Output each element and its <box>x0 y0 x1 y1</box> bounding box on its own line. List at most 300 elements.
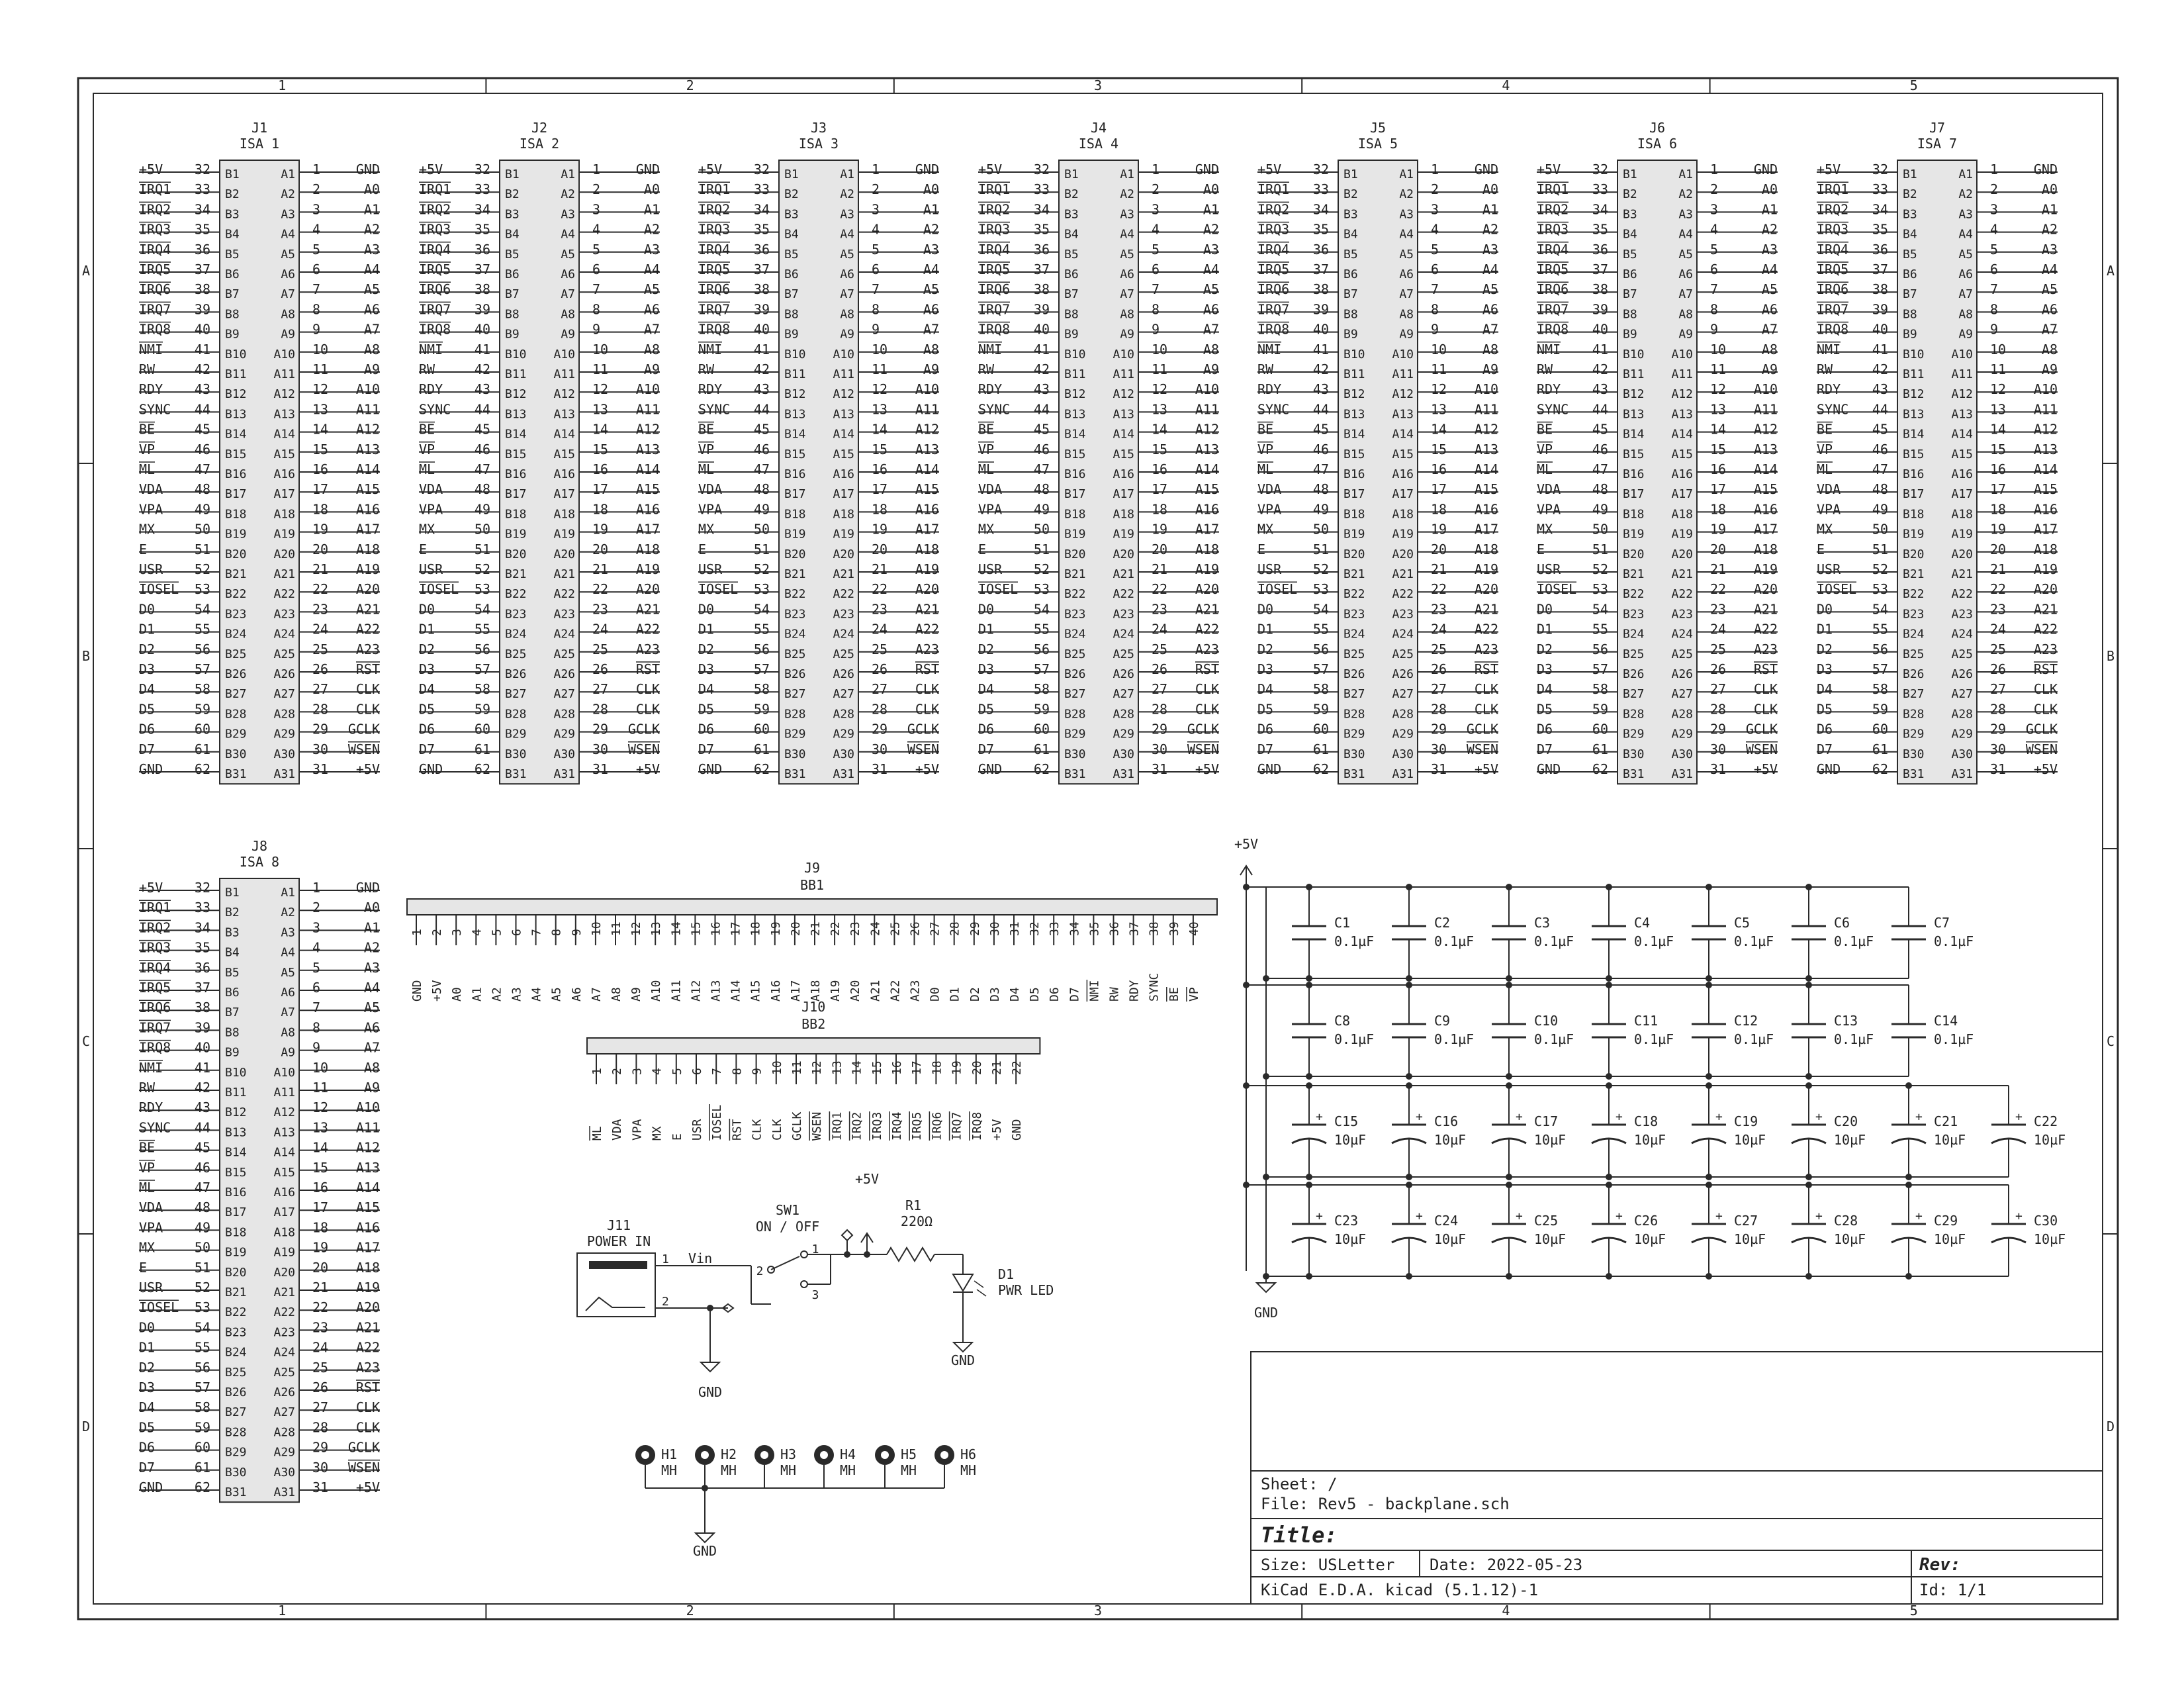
a-pin-id: A13 <box>273 407 295 422</box>
ceramic-capacitor <box>1692 884 1774 982</box>
b-signal-name: VDA <box>978 481 1003 498</box>
b-pin-id: B30 <box>505 747 527 761</box>
a-pin-number: 23 <box>312 601 329 618</box>
junction-dot <box>1506 1273 1512 1280</box>
b-pin-number: 43 <box>474 381 490 398</box>
a-pin-number: 3 <box>1990 201 1999 218</box>
a-signal-name: A18 <box>1753 541 1778 557</box>
pin-number: 18 <box>749 921 763 936</box>
cap-ref: C12 <box>1734 1013 1758 1029</box>
b-pin-number: 59 <box>1033 701 1050 718</box>
polarity-plus: + <box>1416 1209 1423 1223</box>
b-pin-number: 57 <box>1312 661 1329 677</box>
a-pin-number: 11 <box>312 361 329 377</box>
ceramic-capacitor <box>1692 982 1774 1080</box>
b-signal-name: D3 <box>698 661 715 677</box>
gnd-symbol <box>701 1350 719 1372</box>
a-pin-number: 29 <box>1152 721 1168 737</box>
a-pin-id: A18 <box>273 1225 295 1240</box>
b-pin-id: B23 <box>225 1325 247 1340</box>
a-pin-number: 5 <box>1990 241 1999 258</box>
a-pin-number: 11 <box>312 1080 329 1096</box>
b-signal-name: IRQ7 <box>1817 301 1849 318</box>
a-pin-id: A24 <box>273 1345 295 1360</box>
b-pin-id: B25 <box>1064 647 1086 661</box>
b-pin-number: 44 <box>1592 401 1608 418</box>
b-pin-id: B5 <box>505 247 520 261</box>
pin-number: 26 <box>908 921 923 936</box>
a-pin-number: 15 <box>312 441 329 457</box>
a-pin-number: 9 <box>592 321 601 338</box>
b-signal-name: D4 <box>1537 681 1553 698</box>
a-pin-id: A26 <box>1671 667 1693 681</box>
junction-dot <box>844 1251 850 1258</box>
a-pin-id: A4 <box>840 227 854 242</box>
a-pin-id: A14 <box>1392 427 1414 442</box>
a-signal-name: +5V <box>1474 761 1498 777</box>
cap-value: 0.1µF <box>1834 933 1874 949</box>
b-pin-id: B14 <box>225 1145 247 1160</box>
b-signal-name: VP <box>978 441 995 457</box>
a-pin-number: 7 <box>1431 281 1439 298</box>
a-pin-id: A13 <box>1392 407 1414 422</box>
b-pin-id: B3 <box>1903 207 1917 222</box>
a-signal-name: A3 <box>363 959 380 976</box>
a-pin-number: 30 <box>312 1459 329 1476</box>
a-pin-id: A19 <box>553 527 575 541</box>
b-pin-number: 40 <box>1033 321 1050 338</box>
b-pin-id: B18 <box>1343 507 1365 522</box>
b-signal-name: GND <box>1817 761 1841 777</box>
b-pin-number: 41 <box>194 1059 210 1076</box>
a-pin-id: A25 <box>273 647 295 661</box>
a-pin-id: A1 <box>281 886 295 900</box>
junction-dot <box>1606 1182 1612 1188</box>
pin-signal: IRQ8 <box>970 1111 984 1141</box>
b-signal-name: D0 <box>1257 601 1274 618</box>
pin-signal: A13 <box>709 980 723 1002</box>
pin-signal: GND <box>1010 1119 1024 1141</box>
a-pin-number: 23 <box>592 601 609 618</box>
b-pin-id: B26 <box>784 667 806 681</box>
b-signal-name: IRQ7 <box>978 301 1011 318</box>
cap-ref: C14 <box>1934 1013 1958 1029</box>
b-pin-id: B17 <box>225 487 247 502</box>
cap-value: 10µF <box>1534 1231 1567 1247</box>
pin-number: 7 <box>529 929 544 936</box>
b-pin-number: 54 <box>1312 601 1329 618</box>
polarity-plus: + <box>1615 1209 1623 1223</box>
a-pin-id: A7 <box>561 287 575 302</box>
a-pin-number: 23 <box>1152 601 1168 618</box>
a-signal-name: RST <box>355 661 380 677</box>
a-pin-id: A18 <box>273 507 295 522</box>
a-signal-name: A0 <box>1203 181 1219 198</box>
b-pin-number: 43 <box>1872 381 1888 398</box>
polarity-plus: + <box>1815 1110 1823 1124</box>
pin-signal: A4 <box>529 987 544 1002</box>
b-pin-id: B23 <box>1623 607 1645 622</box>
a-pin-number: 25 <box>872 641 888 657</box>
a-signal-name: GCLK <box>1187 721 1219 737</box>
b-pin-number: 51 <box>1872 541 1888 557</box>
a-signal-name: RST <box>355 1380 380 1395</box>
a-pin-id: A6 <box>281 986 295 1000</box>
a-signal-name: A3 <box>643 241 660 258</box>
pin-number: 20 <box>970 1060 984 1075</box>
b-pin-id: B6 <box>225 986 240 1000</box>
a-pin-id: A10 <box>1951 347 1973 361</box>
a-pin-number: 11 <box>872 361 888 377</box>
a-pin-id: A3 <box>840 207 854 222</box>
a-pin-number: 3 <box>872 201 880 218</box>
power-input-circuit <box>577 1171 1054 1400</box>
junction-dot <box>1243 884 1250 890</box>
b-pin-id: B5 <box>1903 247 1917 261</box>
b-pin-id: B22 <box>1343 587 1365 602</box>
polarity-plus: + <box>1715 1110 1723 1124</box>
b-pin-number: 50 <box>1033 521 1050 538</box>
connector-ref: J3 <box>810 120 827 136</box>
b-pin-number: 56 <box>1033 641 1050 657</box>
pin-signal: NMI <box>1087 980 1102 1002</box>
b-signal-name: IRQ6 <box>698 281 731 298</box>
b-pin-id: B10 <box>784 347 806 361</box>
b-pin-number: 59 <box>1592 701 1608 718</box>
a-pin-number: 14 <box>312 1139 329 1156</box>
b-pin-id: B29 <box>225 727 247 741</box>
a-signal-name: A8 <box>643 341 660 357</box>
a-signal-name: A14 <box>915 461 939 477</box>
a-pin-number: 28 <box>872 701 888 718</box>
connector-value: ISA 3 <box>798 136 839 152</box>
b-pin-number: 33 <box>1312 181 1329 198</box>
b-pin-number: 46 <box>1592 441 1608 457</box>
b-pin-id: B19 <box>505 527 527 541</box>
a-signal-name: A22 <box>1195 621 1219 637</box>
a-pin-number: 18 <box>1710 501 1727 518</box>
a-pin-id: A27 <box>273 687 295 702</box>
junction-dot <box>1306 884 1312 890</box>
b-pin-id: B20 <box>1064 547 1086 561</box>
b-signal-name: IOSEL <box>698 581 739 598</box>
a-signal-name: A19 <box>1195 561 1219 577</box>
b-pin-number: 49 <box>474 501 490 518</box>
a-pin-number: 13 <box>1152 401 1168 418</box>
a-pin-number: 21 <box>312 1280 329 1295</box>
a-signal-name: A11 <box>355 1119 380 1136</box>
a-pin-number: 30 <box>1710 741 1727 757</box>
b-pin-id: B10 <box>225 1065 247 1080</box>
a-signal-name: A0 <box>643 181 660 198</box>
a-pin-number: 6 <box>1431 261 1439 277</box>
a-pin-id: A16 <box>1951 467 1973 481</box>
a-signal-name: A19 <box>355 1280 380 1295</box>
a-pin-number: 21 <box>592 561 609 577</box>
b-signal-name: D5 <box>419 701 435 718</box>
b-pin-number: 45 <box>1592 421 1608 438</box>
cap-value: 0.1µF <box>1734 1031 1774 1047</box>
cap-ref: C15 <box>1334 1113 1359 1129</box>
a-signal-name: A21 <box>1753 601 1778 618</box>
b-signal-name: VP <box>1817 441 1833 457</box>
a-pin-number: 17 <box>872 481 888 498</box>
pin-number: 3 <box>450 929 465 936</box>
a-pin-number: 7 <box>312 1000 321 1016</box>
b-pin-id: B31 <box>1064 767 1086 781</box>
polarity-plus: + <box>1915 1110 1923 1124</box>
pin-signal: A5 <box>549 987 564 1002</box>
b-signal-name: D5 <box>1537 701 1553 718</box>
b-signal-name: IRQ5 <box>419 261 451 277</box>
b-pin-id: B26 <box>1064 667 1086 681</box>
a-pin-number: 29 <box>312 721 329 737</box>
b-signal-name: D0 <box>1537 601 1553 618</box>
a-pin-number: 18 <box>1990 501 2007 518</box>
b-pin-id: B2 <box>505 187 520 202</box>
a-pin-id: A18 <box>833 507 854 522</box>
b-signal-name: D0 <box>139 1319 156 1336</box>
a-pin-number: 26 <box>1431 661 1447 677</box>
a-pin-number: 26 <box>312 1380 329 1395</box>
cap-ref: C3 <box>1534 915 1551 931</box>
column-label-top: 4 <box>1502 77 1510 93</box>
b-signal-name: ML <box>1817 461 1833 477</box>
pin-number: 18 <box>930 1060 944 1075</box>
a-signal-name: A7 <box>643 321 660 338</box>
a-pin-id: A26 <box>273 1385 295 1399</box>
a-pin-number: 5 <box>872 241 880 258</box>
a-pin-number: 18 <box>1152 501 1168 518</box>
b-signal-name: IRQ5 <box>1817 261 1849 277</box>
a-pin-number: 14 <box>312 421 329 438</box>
a-pin-id: A14 <box>273 1145 295 1160</box>
pin-number: 7 <box>710 1068 725 1075</box>
a-pin-id: A24 <box>1392 627 1414 641</box>
a-signal-name: A10 <box>1753 381 1778 398</box>
pin-number: 14 <box>850 1060 864 1075</box>
b-pin-number: 39 <box>1033 301 1050 318</box>
a-signal-name: A10 <box>355 1100 380 1116</box>
b-pin-id: B7 <box>1064 287 1079 302</box>
b-pin-number: 61 <box>1872 741 1888 757</box>
a-signal-name: A1 <box>363 919 380 936</box>
a-signal-name: A22 <box>635 621 660 637</box>
a-pin-id: A9 <box>281 327 295 342</box>
a-pin-number: 11 <box>592 361 609 377</box>
pin-signal: A21 <box>868 980 883 1002</box>
b-signal-name: IRQ8 <box>1817 321 1849 338</box>
b-pin-id: B4 <box>1064 227 1079 242</box>
a-pin-id: A14 <box>553 427 575 442</box>
a-signal-name: A5 <box>1203 281 1219 298</box>
b-signal-name: IRQ8 <box>978 321 1011 338</box>
b-signal-name: VDA <box>139 481 163 498</box>
a-signal-name: A10 <box>915 381 939 398</box>
junction-dot <box>1306 975 1312 982</box>
a-pin-number: 18 <box>312 501 329 518</box>
b-pin-number: 45 <box>194 1139 210 1156</box>
b-signal-name: GND <box>139 761 163 777</box>
a-pin-number: 8 <box>1152 301 1160 318</box>
a-pin-id: A25 <box>1113 647 1134 661</box>
b-pin-number: 62 <box>194 761 210 777</box>
b-pin-number: 48 <box>194 481 210 498</box>
a-pin-number: 8 <box>1431 301 1439 318</box>
hole-ref: H6 <box>960 1446 977 1462</box>
b-pin-id: B30 <box>225 1465 247 1479</box>
sw-ref: SW1 <box>775 1202 800 1218</box>
junction-dot <box>1243 1082 1250 1089</box>
b-pin-id: B29 <box>784 727 806 741</box>
supply-label: +5V <box>854 1171 880 1187</box>
b-pin-number: 43 <box>1033 381 1050 398</box>
junction-dot <box>1805 1182 1812 1188</box>
b-pin-number: 59 <box>194 1419 210 1436</box>
b-pin-id: B15 <box>1343 447 1365 461</box>
junction-dot <box>1406 1073 1412 1080</box>
cap-ref: C28 <box>1834 1213 1858 1229</box>
a-signal-name: WSEN <box>907 741 939 757</box>
a-signal-name: A2 <box>2041 221 2058 238</box>
a-pin-id: A10 <box>553 347 575 361</box>
cap-value: 10µF <box>1534 1132 1567 1148</box>
a-signal-name: A6 <box>363 301 380 318</box>
junction-dot <box>1506 1182 1512 1188</box>
a-signal-name: CLK <box>635 681 660 698</box>
a-signal-name: A20 <box>915 581 939 598</box>
a-pin-id: A16 <box>1392 467 1414 481</box>
tb-file: File: Rev5 - backplane.sch <box>1261 1495 1510 1513</box>
junction-dot <box>1306 1082 1312 1089</box>
b-pin-id: B22 <box>225 587 247 602</box>
b-pin-number: 39 <box>1312 301 1329 318</box>
junction-dot <box>1905 1082 1912 1089</box>
a-pin-id: A31 <box>1113 767 1134 781</box>
a-pin-number: 24 <box>1152 621 1168 637</box>
a-pin-id: A26 <box>1113 667 1134 681</box>
a-signal-name: A9 <box>643 361 660 377</box>
b-signal-name: RW <box>139 1080 156 1096</box>
b-pin-number: 41 <box>1312 341 1329 357</box>
a-pin-id: A22 <box>1671 587 1693 602</box>
b-pin-number: 39 <box>194 301 210 318</box>
a-signal-name: A9 <box>1482 361 1498 377</box>
b-signal-name: D2 <box>419 641 435 657</box>
b-pin-number: 34 <box>753 201 770 218</box>
b-signal-name: D2 <box>139 1359 156 1376</box>
b-pin-number: 44 <box>194 1119 210 1136</box>
a-pin-number: 6 <box>1710 261 1719 277</box>
a-pin-number: 12 <box>1152 381 1168 398</box>
pin-signal: D6 <box>1048 987 1062 1002</box>
a-pin-id: A31 <box>273 1485 295 1499</box>
electrolytic-capacitor <box>1592 1182 1666 1280</box>
a-signal-name: A1 <box>363 201 380 218</box>
b-pin-id: B27 <box>1623 687 1645 702</box>
a-signal-name: A8 <box>1761 341 1778 357</box>
b-pin-number: 60 <box>1872 721 1888 737</box>
b-pin-id: B9 <box>1343 327 1358 342</box>
a-signal-name: A23 <box>355 641 380 657</box>
a-pin-id: A5 <box>1958 247 1973 261</box>
b-pin-number: 35 <box>1592 221 1608 238</box>
b-signal-name: RDY <box>698 381 723 398</box>
pin-number: 1 <box>662 1252 669 1266</box>
row-label-left: C <box>81 1033 91 1049</box>
a-pin-number: 4 <box>872 221 880 238</box>
a-signal-name: CLK <box>915 701 939 718</box>
a-pin-number: 17 <box>1990 481 2007 498</box>
b-pin-number: 44 <box>1872 401 1888 418</box>
junction-dot <box>1406 884 1412 890</box>
b-pin-id: B16 <box>505 467 527 481</box>
a-pin-number: 19 <box>872 521 888 538</box>
a-pin-number: 9 <box>312 1039 321 1056</box>
a-pin-id: A19 <box>1951 527 1973 541</box>
a-pin-id: A3 <box>1678 207 1693 222</box>
b-pin-id: B12 <box>225 387 247 402</box>
a-pin-number: 2 <box>312 181 321 198</box>
b-signal-name: RW <box>1257 361 1274 377</box>
pin-signal: A16 <box>768 980 783 1002</box>
b-pin-id: B16 <box>1903 467 1925 481</box>
b-signal-name: VP <box>1257 441 1274 457</box>
b-signal-name: IRQ7 <box>139 301 171 318</box>
supply-label: +5V <box>1234 836 1259 852</box>
a-pin-number: 22 <box>1710 581 1727 598</box>
pin-signal: IRQ7 <box>950 1111 964 1141</box>
a-signal-name: A2 <box>643 221 660 238</box>
a-pin-number: 11 <box>1431 361 1447 377</box>
pin-number: 9 <box>750 1068 764 1075</box>
b-pin-number: 49 <box>753 501 770 518</box>
b-pin-id: B3 <box>1343 207 1358 222</box>
junction-dot <box>1805 1174 1812 1180</box>
b-signal-name: IRQ6 <box>1537 281 1569 298</box>
b-signal-name: E <box>698 541 707 557</box>
b-pin-number: 54 <box>194 1319 210 1336</box>
b-signal-name: D1 <box>1537 621 1553 637</box>
b-pin-id: B22 <box>505 587 527 602</box>
b-signal-name: IRQ6 <box>419 281 451 298</box>
b-pin-id: B19 <box>225 1245 247 1260</box>
cap-ref: C25 <box>1534 1213 1559 1229</box>
a-signal-name: A13 <box>915 441 939 457</box>
connector-value: ISA 6 <box>1637 136 1678 152</box>
b-signal-name: SYNC <box>139 401 171 418</box>
a-pin-id: A13 <box>1113 407 1134 422</box>
b-signal-name: IOSEL <box>139 581 179 598</box>
b-pin-id: B8 <box>1064 307 1079 322</box>
a-pin-id: A17 <box>1392 487 1414 502</box>
a-pin-number: 28 <box>1431 701 1447 718</box>
b-pin-id: B4 <box>1343 227 1358 242</box>
b-pin-number: 51 <box>753 541 770 557</box>
cap-ref: C20 <box>1834 1113 1858 1129</box>
a-signal-name: A10 <box>1474 381 1498 398</box>
a-pin-number: 22 <box>1152 581 1168 598</box>
a-pin-number: 9 <box>1990 321 1999 338</box>
a-pin-id: A12 <box>273 1105 295 1120</box>
b-signal-name: IOSEL <box>139 1299 179 1316</box>
a-pin-number: 4 <box>1710 221 1719 238</box>
row-label-right: A <box>2106 263 2115 279</box>
b-pin-id: B17 <box>225 1205 247 1220</box>
a-pin-number: 4 <box>312 221 321 238</box>
b-signal-name: IRQ7 <box>139 1019 171 1036</box>
a-pin-id: A9 <box>840 327 854 342</box>
